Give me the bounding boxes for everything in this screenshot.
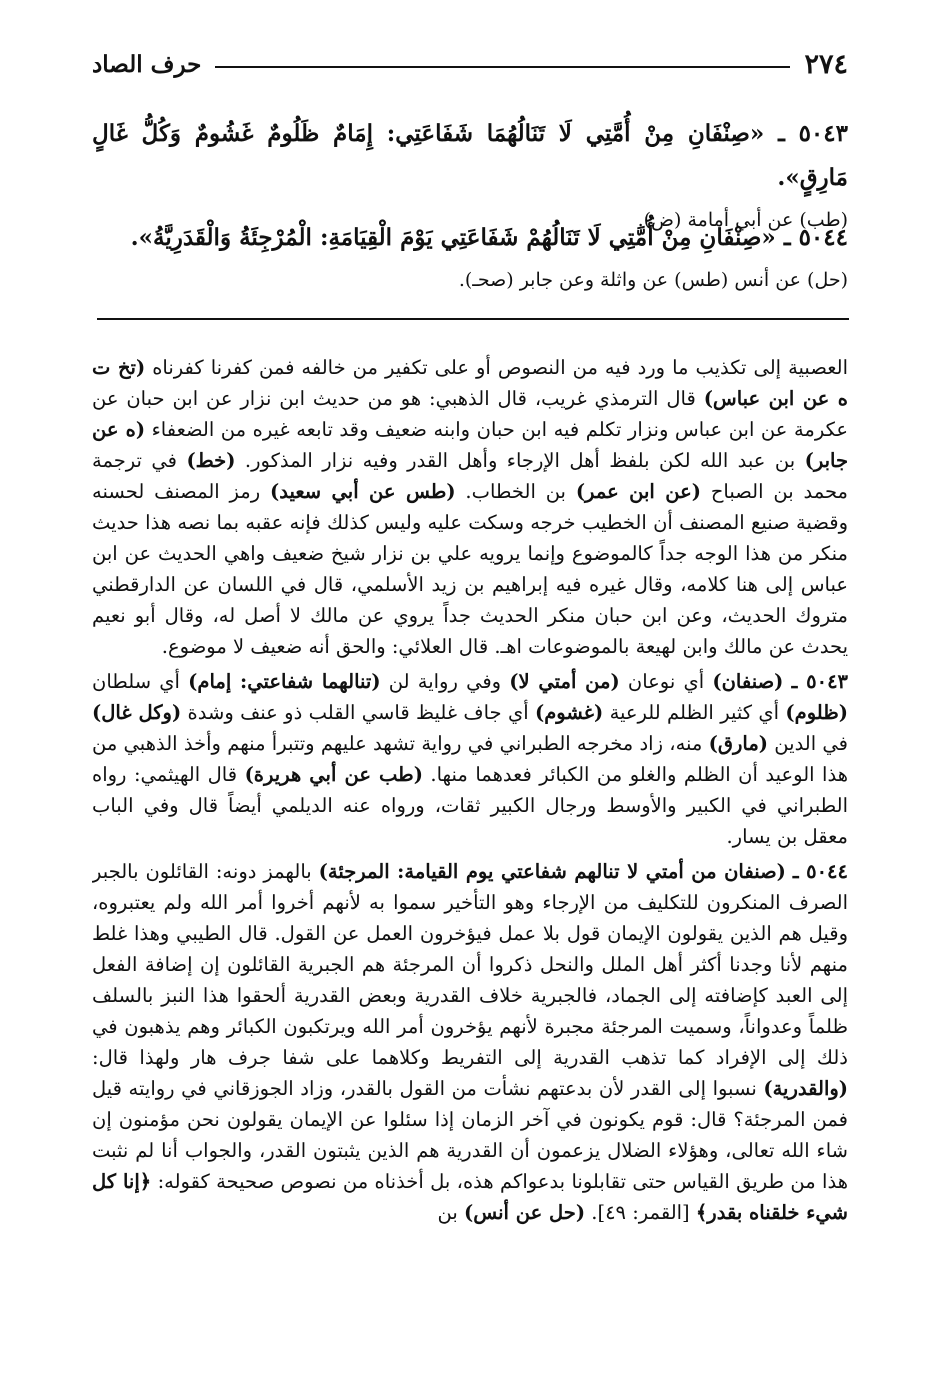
footnote-divider <box>97 318 849 320</box>
source-citation: (طس عن أبي سعيد) <box>270 480 456 503</box>
section-title: حرف الصاد <box>92 50 202 78</box>
commentary-text: بن الخطاب. <box>465 480 566 503</box>
commentary-text: بن عبد الله لكن بلفظ أهل الإرجاء وأهل القدر وفيه نزار المذكور. <box>244 449 796 472</box>
commentary-section <box>92 352 848 1312</box>
hadith-text <box>92 216 848 260</box>
page-number: ٢٧٤ <box>804 48 848 80</box>
quoted-phrase: (مارق) <box>708 732 769 755</box>
quoted-phrase: (والقدرية) <box>763 1077 848 1100</box>
quoted-phrase: (غشوم) <box>535 701 604 724</box>
commentary-number: ٥٠٤٤ ـ <box>792 860 848 883</box>
quoted-phrase: (من أمتي لا) <box>509 670 620 693</box>
source-citation: (طب عن أبي هريرة) <box>244 763 423 786</box>
commentary-text: نسبوا إلى القدر لأن بدعتهم نشأت من القول بالقدر، وزاد الجوزقاني في روايته قيل فمن المرجئة؟ قال: قوم يكونون في آخر الزمان إذا سئلوا عن الإيمان يقولون نحن مؤمنون إن شاء الله تعالى، وهؤلاء الضلال يزعمون أن القدرية هم الذين يثبتون القدر، والجواب أنا لم نثبت هذا من طريق القياس حتى تقابلونا بدعواكم هذه، بل أخذناه من نصوص صحيحة كقوله: <box>92 1077 848 1193</box>
commentary-text: أي جاف غليظ قاسي القلب ذو عنف وشدة <box>187 701 529 724</box>
hadith-matn: «صِنْفَانِ مِنْ أُمَّتِي لَا تَنَالُهُمْ شَفَاعَتِي يَوْمَ الْقِيَامَةِ: الْمُرْجِئَةُ وَالْقَدَرِيَّةُ». <box>130 224 776 251</box>
commentary-text: في الدين <box>774 732 848 755</box>
quoted-phrase: (تنالهما شفاعتي: إمام) <box>188 670 381 693</box>
commentary-text: قال الترمذي غريب، قال الذهبي: هو من حديث ابن نزار عن ابن حبان عن عكرمة عن ابن عباس ونزار تكلم فيه ابن حبان وابنه ضعيف وقد تابعه غيره من الضعفاء <box>92 387 848 441</box>
commentary-text: أي كثير الظلم للرعية <box>609 701 780 724</box>
commentary-paragraph <box>92 856 848 1228</box>
hadith-matn: «صِنْفَانِ مِنْ أُمَّتِي لَا تَنَالُهُمَا شَفَاعَتِي: إِمَامٌ ظَلُومٌ غَشُومٌ وَكُلُّ غَالٍ مَارِقٍ». <box>92 120 848 191</box>
commentary-text: في ترجمة محمد بن الصباح <box>92 449 848 503</box>
quoted-phrase: (ظلوم) <box>785 701 848 724</box>
commentary-text: بن <box>437 1201 458 1224</box>
hadith-text <box>92 112 848 200</box>
source-citation: (تخ ت ه عن ابن عباس) <box>92 356 848 410</box>
source-citation: (حل عن أنس) <box>464 1201 586 1224</box>
commentary-number: ٥٠٤٣ ـ <box>791 670 848 693</box>
hadith-source: (طب) عن أبي أمامة (ض). <box>637 209 848 231</box>
hadith-source: (حل) عن أنس (طس) عن واثلة وعن جابر (صحـ). <box>458 269 848 291</box>
quoted-phrase: (وكل غال) <box>92 701 182 724</box>
commentary-text: وفي رواية لن <box>388 670 502 693</box>
commentary-text: العصبية إلى تكذيب ما ورد فيه من النصوص أو على تكفير من خالفه فمن كفرنا كفرناه <box>152 356 848 379</box>
page-header <box>92 44 848 84</box>
commentary-text: قال الهيثمي: رواه الطبراني في الكبير والأوسط ورجال الكبير ثقات، ورواه عنه الديلمي أيضاً قال وفي الباب معقل بن يسار. <box>92 763 848 848</box>
hadith-number: ٥٠٤٣ ـ <box>778 120 848 147</box>
commentary-paragraph <box>92 666 848 852</box>
commentary-paragraph <box>92 352 848 662</box>
source-citation: (خط) <box>186 449 236 472</box>
commentary-text: منه، زاد مخرجه الطبراني في رواية تشهد عليهم وتتبرأ منهم وأخذ الذهبي من هذا الوعيد أن الظلم والغلو من الكبائر فعدهما منها. <box>92 732 848 786</box>
quoted-phrase: (صنفان من أمتي لا تنالهم شفاعتي يوم القيامة: المرجئة) <box>318 860 786 883</box>
commentary-text: رمز المصنف لحسنه وقضية صنيع المصنف أن الخطيب خرجه وسكت عليه وليس كذلك فإنه عقبه بما نصه هذا حديث منكر من هذا الوجه جداً كالموضوع وإنما يرويه علي بن نزار شيخ ضعيف واهي الحديث عن ابن عباس إلى هنا كلامه، وقال غيره فيه إبراهيم بن زيد الأسلمي، قال في اللسان عن الدارقطني متروك الحديث، وعن ابن حبان منكر الحديث جداً يروي عن مالك لا أصل له، وقال أبو نعيم يحدث عن مالك وابن لهيعة بالموضوعات اهـ. قال العلائي: والحق أنه ضعيف لا موضوع. <box>92 480 848 658</box>
quoted-phrase: (صنفان) <box>712 670 784 693</box>
hadith-5044 <box>92 216 848 300</box>
hadith-number: ٥٠٤٤ ـ <box>783 224 848 251</box>
source-citation: (عن ابن عمر) <box>575 480 701 503</box>
commentary-text: أي سلطان <box>92 670 180 693</box>
commentary-text: أي نوعان <box>627 670 705 693</box>
commentary-text: بالهمز دونه: القائلون بالجبر الصرف المنكرون للتكليف من الإرجاء وهو التأخير سموا به لأنهم أخروا أمر الله ولم يعتبروه، وقيل هم الذين يقولون الإيمان قول بلا عمل فيؤخرون العمل عن القول. قال الطيبي وهذا غلط منهم لأنا وجدنا أكثر أهل الملل والنحل ذكروا أن المرجئة هم الجبرية القائلون إن إضافة الفعل إلى العبد كإضافته إلى الجماد، فالجبرية خلاف القدرية وبعض القدرية ألحقوا هذا النبز بالسلف ظلماً وعدواناً، وسميت المرجئة مجبرة لأنهم يؤخرون أمر الله ويرتكبون الكبائر وهم يذهبون في ذلك إلى الإفراد كما تذهب القدرية إلى التفريط وكلاهما على شفا جرف هار ولهذا قال: <box>92 860 848 1069</box>
header-rule <box>215 66 790 68</box>
quran-verse: ﴿إنا كل شيء خلقناه بقدر﴾ <box>92 1170 848 1224</box>
source-citation: (ه عن جابر) <box>92 418 848 472</box>
commentary-text: [القمر: ٤٩]. <box>591 1201 690 1224</box>
